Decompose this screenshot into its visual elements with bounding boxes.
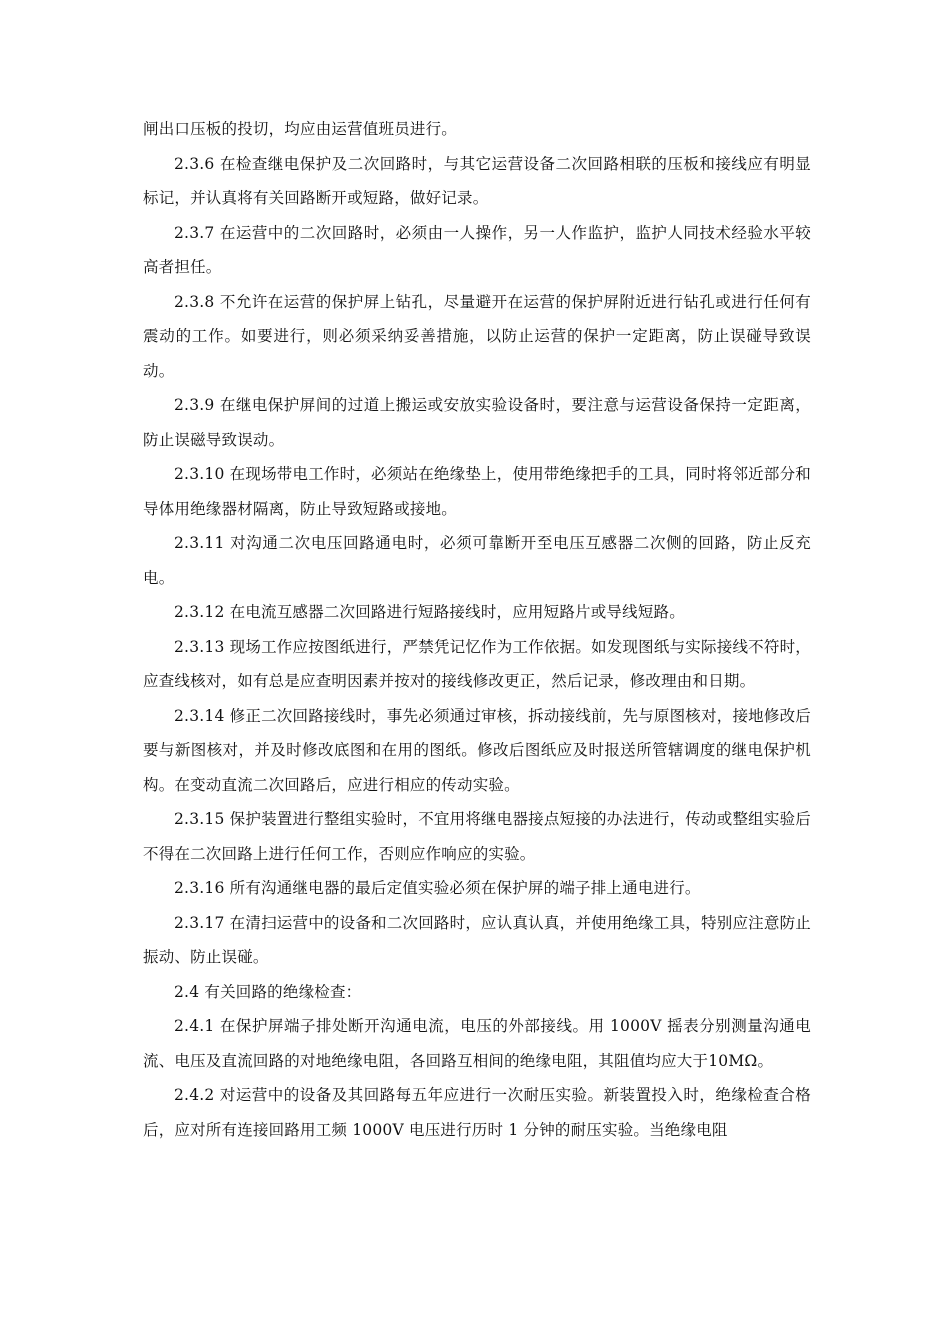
section-heading-2-4: 2.4 有关回路的绝缘检查： — [174, 982, 362, 1001]
paragraph-2-4-2: 2.4.2 对运营中的设备及其回路每五年应进行一次耐压实验。新装置投入时，绝缘检查合格后，应对所有连接回路用工频 1000V 电压进行历时 1 分钟的耐压实验。当绝缘电阻 — [143, 1086, 811, 1139]
paragraph-2-3-14: 2.3.14 修正二次回路接线时，事先必须通过审核，拆动接线前，先与原图核对，接地修改后要与新图核对，并及时修改底图和在用的图纸。修改后图纸应及时报送所管辖调度的继电保护机构。在变动直流二次回路后，应进行相应的传动实验。 — [143, 706, 811, 794]
paragraph-2-3-10: 2.3.10 在现场带电工作时，必须站在绝缘垫上，使用带绝缘把手的工具，同时将邻近部分和导体用绝缘器材隔离，防止导致短路或接地。 — [143, 465, 811, 518]
paragraph-2-3-15: 2.3.15 保护装置进行整组实验时，不宜用将继电器接点短接的办法进行，传动或整组实验后不得在二次回路上进行任何工作，否则应作响应的实验。 — [143, 810, 811, 863]
paragraph-2-3-11: 2.3.11 对沟通二次电压回路通电时，必须可靠断开至电压互感器二次侧的回路，防止反充电。 — [143, 534, 811, 587]
paragraph-2-3-6: 2.3.6 在检查继电保护及二次回路时，与其它运营设备二次回路相联的压板和接线应有明显标记，并认真将有关回路断开或短路，做好记录。 — [143, 154, 811, 207]
paragraph-2-4-1: 2.4.1 在保护屏端子排处断开沟通电流，电压的外部接线。用 1000V 摇表分别测量沟通电流、电压及直流回路的对地绝缘电阻，各回路互相间的绝缘电阻，其阻值均应大于10MΩ。 — [143, 1017, 811, 1070]
document-body — [143, 112, 811, 1147]
paragraph-2-3-8: 2.3.8 不允许在运营的保护屏上钻孔，尽量避开在运营的保护屏附近进行钻孔或进行任何有震动的工作。如要进行，则必须采纳妥善措施，以防止运营的保护一定距离，防止误碰导致误动。 — [143, 292, 811, 380]
paragraph-2-3-17: 2.3.17 在清扫运营中的设备和二次回路时，应认真认真，并使用绝缘工具，特别应注意防止振动、防止误碰。 — [143, 913, 811, 966]
paragraph-2-3-13: 2.3.13 现场工作应按图纸进行，严禁凭记忆作为工作依据。如发现图纸与实际接线不符时，应查线核对，如有总是应查明因素并按对的接线修改更正，然后记录，修改理由和日期。 — [143, 637, 811, 690]
paragraph-2-3-16: 2.3.16 所有沟通继电器的最后定值实验必须在保护屏的端子排上通电进行。 — [174, 879, 701, 897]
paragraph-2-3-7: 2.3.7 在运营中的二次回路时，必须由一人操作，另一人作监护，监护人同技术经验水平较高者担任。 — [143, 223, 811, 276]
paragraph-2-3-12: 2.3.12 在电流互感器二次回路进行短路接线时，应用短路片或导线短路。 — [174, 603, 685, 621]
paragraph-continuation: 闸出口压板的投切，均应由运营值班员进行。 — [143, 120, 458, 138]
paragraph-2-3-9: 2.3.9 在继电保护屏间的过道上搬运或安放实验设备时，要注意与运营设备保持一定距离，防止误磁导致误动。 — [143, 396, 811, 449]
